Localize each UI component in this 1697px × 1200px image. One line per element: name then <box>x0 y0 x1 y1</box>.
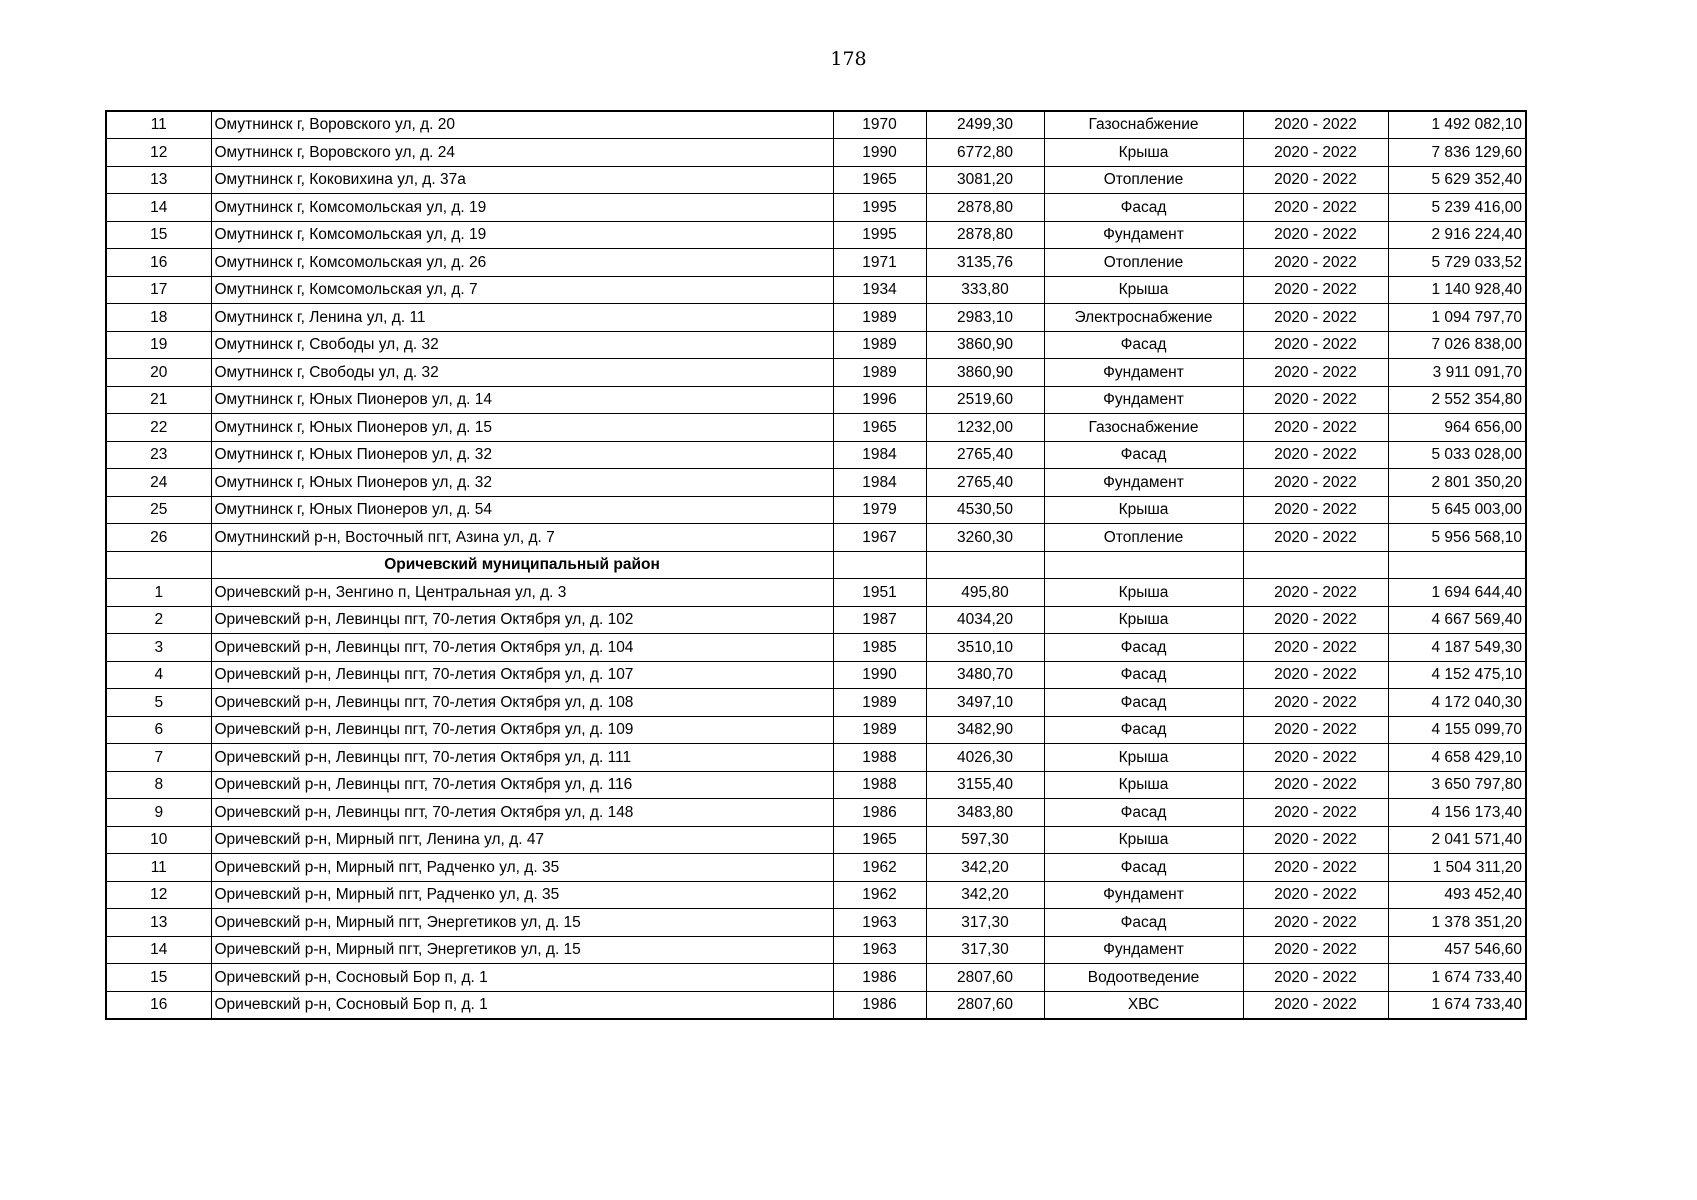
period-cell: 2020 - 2022 <box>1243 194 1388 222</box>
period-cell: 2020 - 2022 <box>1243 964 1388 992</box>
area-cell: 3510,10 <box>926 634 1044 662</box>
cost-cell: 7 836 129,60 <box>1388 139 1526 167</box>
work-type-cell: Крыша <box>1044 496 1243 524</box>
period-cell: 2020 - 2022 <box>1243 331 1388 359</box>
cost-cell: 1 378 351,20 <box>1388 909 1526 937</box>
row-number-cell: 16 <box>106 249 211 277</box>
work-type-cell: Крыша <box>1044 606 1243 634</box>
work-type-cell: ХВС <box>1044 991 1243 1019</box>
cost-cell: 2 041 571,40 <box>1388 826 1526 854</box>
address-cell: Омутнинск г, Воровского ул, д. 20 <box>211 111 833 139</box>
year-built-cell: 1996 <box>833 386 926 414</box>
empty-cell <box>1044 551 1243 579</box>
period-cell: 2020 - 2022 <box>1243 634 1388 662</box>
row-number-cell: 21 <box>106 386 211 414</box>
cost-cell: 5 239 416,00 <box>1388 194 1526 222</box>
cost-cell: 4 155 099,70 <box>1388 716 1526 744</box>
year-built-cell: 1995 <box>833 194 926 222</box>
table-row <box>106 634 1526 662</box>
work-type-cell: Фундамент <box>1044 469 1243 497</box>
row-number-cell: 17 <box>106 276 211 304</box>
row-number-cell: 9 <box>106 799 211 827</box>
period-cell: 2020 - 2022 <box>1243 496 1388 524</box>
table-row <box>106 496 1526 524</box>
work-type-cell: Фасад <box>1044 854 1243 882</box>
row-number-cell: 15 <box>106 964 211 992</box>
row-number-cell: 25 <box>106 496 211 524</box>
address-cell: Оричевский р-н, Сосновый Бор п, д. 1 <box>211 991 833 1019</box>
cost-cell: 3 911 091,70 <box>1388 359 1526 387</box>
period-cell: 2020 - 2022 <box>1243 414 1388 442</box>
empty-cell <box>833 551 926 579</box>
row-number-cell: 1 <box>106 579 211 607</box>
area-cell: 597,30 <box>926 826 1044 854</box>
year-built-cell: 1990 <box>833 661 926 689</box>
year-built-cell: 1984 <box>833 441 926 469</box>
table-row <box>106 469 1526 497</box>
cost-cell: 1 504 311,20 <box>1388 854 1526 882</box>
area-cell: 3260,30 <box>926 524 1044 552</box>
period-cell: 2020 - 2022 <box>1243 661 1388 689</box>
area-cell: 3497,10 <box>926 689 1044 717</box>
period-cell: 2020 - 2022 <box>1243 799 1388 827</box>
year-built-cell: 1987 <box>833 606 926 634</box>
cost-cell: 457 546,60 <box>1388 936 1526 964</box>
table-row <box>106 964 1526 992</box>
period-cell: 2020 - 2022 <box>1243 716 1388 744</box>
work-type-cell: Крыша <box>1044 744 1243 772</box>
cost-cell: 493 452,40 <box>1388 881 1526 909</box>
table-row <box>106 771 1526 799</box>
area-cell: 342,20 <box>926 854 1044 882</box>
table-row <box>106 111 1526 139</box>
work-type-cell: Фасад <box>1044 331 1243 359</box>
work-type-cell: Фасад <box>1044 441 1243 469</box>
table-row <box>106 524 1526 552</box>
area-cell: 3860,90 <box>926 359 1044 387</box>
area-cell: 317,30 <box>926 909 1044 937</box>
cost-cell: 4 667 569,40 <box>1388 606 1526 634</box>
row-number-cell: 15 <box>106 221 211 249</box>
year-built-cell: 1963 <box>833 909 926 937</box>
address-cell: Оричевский р-н, Левинцы пгт, 70-летия Октября ул, д. 102 <box>211 606 833 634</box>
address-cell: Оричевский р-н, Мирный пгт, Радченко ул, д. 35 <box>211 881 833 909</box>
year-built-cell: 1962 <box>833 854 926 882</box>
cost-cell: 1 674 733,40 <box>1388 964 1526 992</box>
address-cell: Омутнинск г, Коковихина ул, д. 37а <box>211 166 833 194</box>
work-type-cell: Фундамент <box>1044 881 1243 909</box>
work-type-cell: Электроснабжение <box>1044 304 1243 332</box>
row-number-cell: 18 <box>106 304 211 332</box>
row-number-cell: 16 <box>106 991 211 1019</box>
row-number-cell: 13 <box>106 166 211 194</box>
work-type-cell: Фундамент <box>1044 359 1243 387</box>
row-number-cell: 11 <box>106 854 211 882</box>
row-number-cell: 20 <box>106 359 211 387</box>
period-cell: 2020 - 2022 <box>1243 221 1388 249</box>
table-row <box>106 441 1526 469</box>
table-row <box>106 799 1526 827</box>
row-number-cell: 22 <box>106 414 211 442</box>
area-cell: 342,20 <box>926 881 1044 909</box>
table-row <box>106 689 1526 717</box>
area-cell: 4026,30 <box>926 744 1044 772</box>
row-number-cell: 13 <box>106 909 211 937</box>
cost-cell: 5 956 568,10 <box>1388 524 1526 552</box>
table-row <box>106 661 1526 689</box>
period-cell: 2020 - 2022 <box>1243 304 1388 332</box>
table-row <box>106 249 1526 277</box>
area-cell: 3081,20 <box>926 166 1044 194</box>
year-built-cell: 1988 <box>833 771 926 799</box>
cost-cell: 4 658 429,10 <box>1388 744 1526 772</box>
period-cell: 2020 - 2022 <box>1243 881 1388 909</box>
cost-cell: 3 650 797,80 <box>1388 771 1526 799</box>
work-type-cell: Крыша <box>1044 579 1243 607</box>
table-row <box>106 936 1526 964</box>
row-number-cell: 12 <box>106 139 211 167</box>
work-type-cell: Отопление <box>1044 249 1243 277</box>
empty-cell <box>1243 551 1388 579</box>
period-cell: 2020 - 2022 <box>1243 579 1388 607</box>
row-number-cell: 4 <box>106 661 211 689</box>
year-built-cell: 1989 <box>833 689 926 717</box>
cost-cell: 5 729 033,52 <box>1388 249 1526 277</box>
area-cell: 1232,00 <box>926 414 1044 442</box>
area-cell: 2499,30 <box>926 111 1044 139</box>
table-row <box>106 854 1526 882</box>
address-cell: Омутнинск г, Комсомольская ул, д. 19 <box>211 221 833 249</box>
table-row <box>106 826 1526 854</box>
cost-cell: 5 629 352,40 <box>1388 166 1526 194</box>
work-type-cell: Крыша <box>1044 139 1243 167</box>
work-type-cell: Фундамент <box>1044 936 1243 964</box>
year-built-cell: 1986 <box>833 799 926 827</box>
address-cell: Омутнинск г, Юных Пионеров ул, д. 14 <box>211 386 833 414</box>
period-cell: 2020 - 2022 <box>1243 991 1388 1019</box>
area-cell: 333,80 <box>926 276 1044 304</box>
section-title: Оричевский муниципальный район <box>211 551 833 579</box>
cost-cell: 964 656,00 <box>1388 414 1526 442</box>
period-cell: 2020 - 2022 <box>1243 386 1388 414</box>
table-row <box>106 194 1526 222</box>
area-cell: 2519,60 <box>926 386 1044 414</box>
address-cell: Оричевский р-н, Левинцы пгт, 70-летия Октября ул, д. 107 <box>211 661 833 689</box>
cost-cell: 4 156 173,40 <box>1388 799 1526 827</box>
table-row <box>106 166 1526 194</box>
address-cell: Омутнинск г, Юных Пионеров ул, д. 54 <box>211 496 833 524</box>
address-cell: Оричевский р-н, Мирный пгт, Энергетиков ул, д. 15 <box>211 936 833 964</box>
row-number-cell: 10 <box>106 826 211 854</box>
row-number-cell: 12 <box>106 881 211 909</box>
cost-cell: 5 033 028,00 <box>1388 441 1526 469</box>
address-cell: Омутнинск г, Комсомольская ул, д. 7 <box>211 276 833 304</box>
work-type-cell: Фасад <box>1044 689 1243 717</box>
table-row <box>106 909 1526 937</box>
address-cell: Омутнинск г, Ленина ул, д. 11 <box>211 304 833 332</box>
address-cell: Оричевский р-н, Левинцы пгт, 70-летия Октября ул, д. 109 <box>211 716 833 744</box>
work-type-cell: Фасад <box>1044 194 1243 222</box>
work-type-cell: Отопление <box>1044 524 1243 552</box>
table-row <box>106 304 1526 332</box>
row-number-cell: 6 <box>106 716 211 744</box>
period-cell: 2020 - 2022 <box>1243 469 1388 497</box>
section-header-row <box>106 551 1526 579</box>
row-number-cell: 14 <box>106 194 211 222</box>
address-cell: Оричевский р-н, Левинцы пгт, 70-летия Октября ул, д. 116 <box>211 771 833 799</box>
registry-table <box>105 110 1527 1020</box>
table-row <box>106 386 1526 414</box>
area-cell: 3482,90 <box>926 716 1044 744</box>
period-cell: 2020 - 2022 <box>1243 854 1388 882</box>
work-type-cell: Газоснабжение <box>1044 414 1243 442</box>
table-row <box>106 139 1526 167</box>
work-type-cell: Фундамент <box>1044 386 1243 414</box>
cost-cell: 4 187 549,30 <box>1388 634 1526 662</box>
address-cell: Оричевский р-н, Мирный пгт, Радченко ул, д. 35 <box>211 854 833 882</box>
address-cell: Омутнинск г, Юных Пионеров ул, д. 32 <box>211 441 833 469</box>
year-built-cell: 1951 <box>833 579 926 607</box>
row-number-cell: 11 <box>106 111 211 139</box>
address-cell: Омутнинск г, Комсомольская ул, д. 26 <box>211 249 833 277</box>
period-cell: 2020 - 2022 <box>1243 139 1388 167</box>
row-number-cell: 3 <box>106 634 211 662</box>
area-cell: 2807,60 <box>926 964 1044 992</box>
year-built-cell: 1965 <box>833 414 926 442</box>
cost-cell: 2 552 354,80 <box>1388 386 1526 414</box>
year-built-cell: 1989 <box>833 359 926 387</box>
table-row <box>106 716 1526 744</box>
year-built-cell: 1934 <box>833 276 926 304</box>
cost-cell: 2 801 350,20 <box>1388 469 1526 497</box>
row-number-cell: 8 <box>106 771 211 799</box>
cost-cell: 5 645 003,00 <box>1388 496 1526 524</box>
cost-cell: 1 094 797,70 <box>1388 304 1526 332</box>
area-cell: 2878,80 <box>926 221 1044 249</box>
year-built-cell: 1971 <box>833 249 926 277</box>
table-row <box>106 331 1526 359</box>
work-type-cell: Крыша <box>1044 771 1243 799</box>
period-cell: 2020 - 2022 <box>1243 111 1388 139</box>
table-row <box>106 991 1526 1019</box>
year-built-cell: 1989 <box>833 716 926 744</box>
table-row <box>106 221 1526 249</box>
cost-cell: 7 026 838,00 <box>1388 331 1526 359</box>
area-cell: 495,80 <box>926 579 1044 607</box>
empty-cell <box>926 551 1044 579</box>
cost-cell: 1 492 082,10 <box>1388 111 1526 139</box>
year-built-cell: 1970 <box>833 111 926 139</box>
year-built-cell: 1967 <box>833 524 926 552</box>
period-cell: 2020 - 2022 <box>1243 909 1388 937</box>
address-cell: Оричевский р-н, Левинцы пгт, 70-летия Октября ул, д. 111 <box>211 744 833 772</box>
registry-table-body <box>106 111 1526 1019</box>
work-type-cell: Фасад <box>1044 716 1243 744</box>
row-number-cell: 2 <box>106 606 211 634</box>
area-cell: 2878,80 <box>926 194 1044 222</box>
work-type-cell: Газоснабжение <box>1044 111 1243 139</box>
year-built-cell: 1990 <box>833 139 926 167</box>
year-built-cell: 1989 <box>833 304 926 332</box>
empty-cell <box>1388 551 1526 579</box>
table-row <box>106 359 1526 387</box>
year-built-cell: 1985 <box>833 634 926 662</box>
area-cell: 3860,90 <box>926 331 1044 359</box>
area-cell: 2765,40 <box>926 469 1044 497</box>
cost-cell: 2 916 224,40 <box>1388 221 1526 249</box>
period-cell: 2020 - 2022 <box>1243 359 1388 387</box>
period-cell: 2020 - 2022 <box>1243 771 1388 799</box>
empty-cell <box>106 551 211 579</box>
year-built-cell: 1963 <box>833 936 926 964</box>
address-cell: Омутнинск г, Свободы ул, д. 32 <box>211 359 833 387</box>
address-cell: Оричевский р-н, Левинцы пгт, 70-летия Октября ул, д. 108 <box>211 689 833 717</box>
row-number-cell: 14 <box>106 936 211 964</box>
table-row <box>106 414 1526 442</box>
year-built-cell: 1986 <box>833 991 926 1019</box>
year-built-cell: 1962 <box>833 881 926 909</box>
area-cell: 3135,76 <box>926 249 1044 277</box>
row-number-cell: 26 <box>106 524 211 552</box>
cost-cell: 1 140 928,40 <box>1388 276 1526 304</box>
year-built-cell: 1995 <box>833 221 926 249</box>
address-cell: Оричевский р-н, Зенгино п, Центральная ул, д. 3 <box>211 579 833 607</box>
cost-cell: 4 172 040,30 <box>1388 689 1526 717</box>
page-number: 178 <box>830 48 867 70</box>
cost-cell: 4 152 475,10 <box>1388 661 1526 689</box>
row-number-cell: 24 <box>106 469 211 497</box>
area-cell: 4034,20 <box>926 606 1044 634</box>
row-number-cell: 7 <box>106 744 211 772</box>
year-built-cell: 1989 <box>833 331 926 359</box>
address-cell: Омутнинск г, Свободы ул, д. 32 <box>211 331 833 359</box>
table-row <box>106 579 1526 607</box>
table-row <box>106 606 1526 634</box>
address-cell: Оричевский р-н, Левинцы пгт, 70-летия Октября ул, д. 104 <box>211 634 833 662</box>
address-cell: Омутнинск г, Комсомольская ул, д. 19 <box>211 194 833 222</box>
area-cell: 4530,50 <box>926 496 1044 524</box>
row-number-cell: 19 <box>106 331 211 359</box>
work-type-cell: Фасад <box>1044 661 1243 689</box>
address-cell: Оричевский р-н, Левинцы пгт, 70-летия Октября ул, д. 148 <box>211 799 833 827</box>
area-cell: 2807,60 <box>926 991 1044 1019</box>
period-cell: 2020 - 2022 <box>1243 689 1388 717</box>
cost-cell: 1 694 644,40 <box>1388 579 1526 607</box>
year-built-cell: 1988 <box>833 744 926 772</box>
period-cell: 2020 - 2022 <box>1243 166 1388 194</box>
work-type-cell: Фундамент <box>1044 221 1243 249</box>
period-cell: 2020 - 2022 <box>1243 441 1388 469</box>
period-cell: 2020 - 2022 <box>1243 826 1388 854</box>
year-built-cell: 1979 <box>833 496 926 524</box>
year-built-cell: 1986 <box>833 964 926 992</box>
work-type-cell: Водоотведение <box>1044 964 1243 992</box>
address-cell: Омутнинск г, Юных Пионеров ул, д. 15 <box>211 414 833 442</box>
area-cell: 6772,80 <box>926 139 1044 167</box>
period-cell: 2020 - 2022 <box>1243 249 1388 277</box>
work-type-cell: Отопление <box>1044 166 1243 194</box>
year-built-cell: 1984 <box>833 469 926 497</box>
work-type-cell: Крыша <box>1044 276 1243 304</box>
area-cell: 3155,40 <box>926 771 1044 799</box>
work-type-cell: Фасад <box>1044 634 1243 662</box>
period-cell: 2020 - 2022 <box>1243 744 1388 772</box>
area-cell: 2765,40 <box>926 441 1044 469</box>
work-type-cell: Фасад <box>1044 799 1243 827</box>
row-number-cell: 23 <box>106 441 211 469</box>
cost-cell: 1 674 733,40 <box>1388 991 1526 1019</box>
year-built-cell: 1965 <box>833 826 926 854</box>
period-cell: 2020 - 2022 <box>1243 936 1388 964</box>
area-cell: 2983,10 <box>926 304 1044 332</box>
table-row <box>106 881 1526 909</box>
address-cell: Омутнинский р-н, Восточный пгт, Азина ул, д. 7 <box>211 524 833 552</box>
area-cell: 317,30 <box>926 936 1044 964</box>
period-cell: 2020 - 2022 <box>1243 524 1388 552</box>
address-cell: Омутнинск г, Воровского ул, д. 24 <box>211 139 833 167</box>
address-cell: Оричевский р-н, Мирный пгт, Энергетиков ул, д. 15 <box>211 909 833 937</box>
address-cell: Оричевский р-н, Сосновый Бор п, д. 1 <box>211 964 833 992</box>
address-cell: Оричевский р-н, Мирный пгт, Ленина ул, д. 47 <box>211 826 833 854</box>
table-row <box>106 744 1526 772</box>
period-cell: 2020 - 2022 <box>1243 276 1388 304</box>
table-row <box>106 276 1526 304</box>
work-type-cell: Фасад <box>1044 909 1243 937</box>
area-cell: 3483,80 <box>926 799 1044 827</box>
area-cell: 3480,70 <box>926 661 1044 689</box>
period-cell: 2020 - 2022 <box>1243 606 1388 634</box>
row-number-cell: 5 <box>106 689 211 717</box>
year-built-cell: 1965 <box>833 166 926 194</box>
work-type-cell: Крыша <box>1044 826 1243 854</box>
address-cell: Омутнинск г, Юных Пионеров ул, д. 32 <box>211 469 833 497</box>
